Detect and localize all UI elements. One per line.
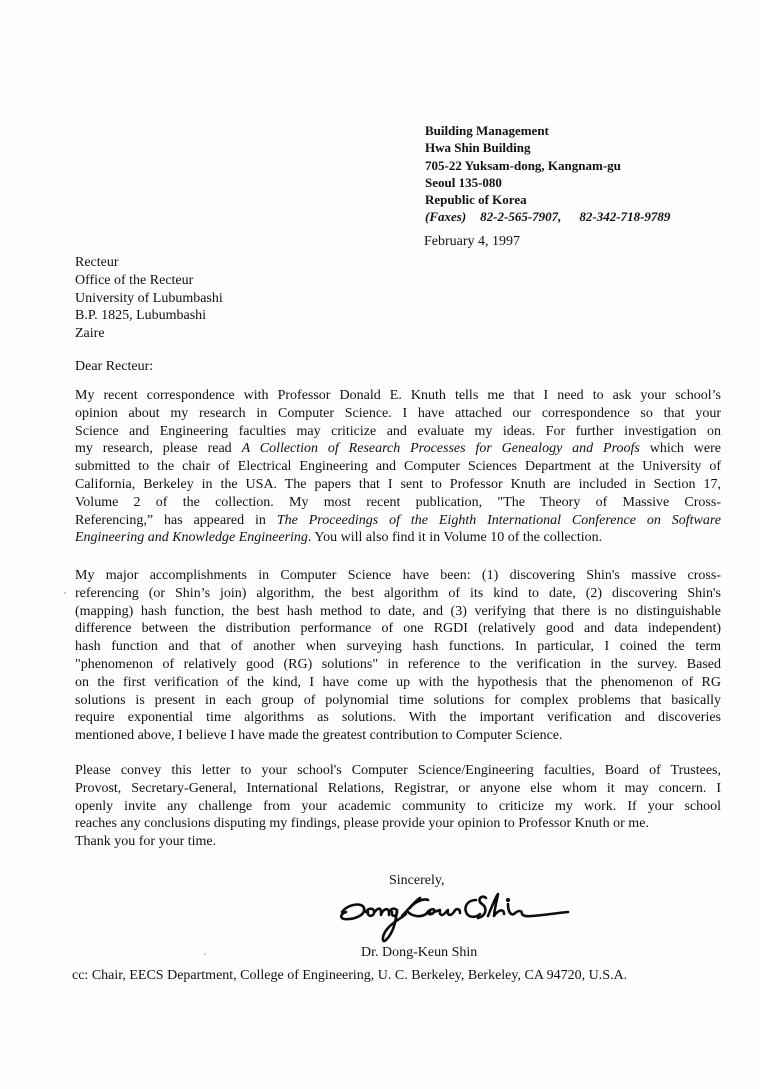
closing: Sincerely, [389, 873, 445, 888]
recipient-line: Zaire [75, 326, 105, 342]
handwritten-signature [336, 888, 571, 950]
paragraph-line: mentioned above, I believe I have made the greatest contribution to Computer Science. [75, 728, 563, 744]
paragraph-line: (mapping) hash function, the best hash method to date, and (3) verifying that there is no distinguishable [75, 603, 721, 619]
paragraph-line [75, 440, 721, 458]
paragraph-line: California, Berkeley in the USA. The papers that I sent to Professor Knuth are included in Section 17, [75, 476, 721, 492]
paragraph-line: openly invite any challenge from your academic community to criticize my work. If your school [75, 798, 721, 814]
paragraph-line: submitted to the chair of Electrical Engineering and Computer Sciences Department at the University of [75, 459, 721, 475]
letter-date: February 4, 1997 [424, 234, 521, 249]
paragraph-line: Provost, Secretary-General, International Relations, Registrar, or anyone else whom it may concern. I [75, 780, 721, 796]
fax-number: 82-342-718-9789 [579, 209, 671, 225]
paragraph-line: Please convey this letter to your school's Computer Science/Engineering faculties, Board of Trustees, [75, 763, 721, 778]
paragraph-line: Volume 2 of the collection. My most recent publication, "The Theory of Massive Cross- [75, 494, 721, 510]
salutation: Dear Recteur: [75, 359, 154, 374]
sender-line: Building Management [425, 123, 549, 138]
paragraph-line: referencing (or Shin’s join) algorithm, the best algorithm of its kind to date, (2) discovering Shin's [75, 585, 721, 601]
paragraph-line: "phenomenon of relatively good (RG) solutions" in reference to the verification in the survey. Based [75, 656, 721, 672]
body-paragraph-3 [75, 762, 721, 851]
recipient-line: Recteur [75, 255, 119, 270]
sender-line: Republic of Korea [425, 192, 527, 208]
paragraph-line: My recent correspondence with Professor Donald E. Knuth tells me that I need to ask your school’s [75, 388, 721, 403]
fax-number: 82-2-565-7907, [480, 209, 562, 225]
sender-line: 705-22 Yuksam-dong, Kangnam-gu [425, 157, 621, 173]
scan-speck [204, 953, 206, 955]
signer-name: Dr. Dong-Keun Shin [361, 945, 478, 960]
paragraph-line: difference between the distribution performance of one RGDI (relatively good and data independent) [75, 621, 721, 637]
recipient-line: B.P. 1825, Lubumbashi [75, 308, 207, 324]
paragraph-line: reaches any conclusions disputing my findings, please provide your opinion to Professor Knuth or me. [75, 816, 649, 832]
cc-line: cc: Chair, EECS Department, College of Engineering, U. C. Berkeley, Berkeley, CA 94720, U.S.A. [72, 968, 628, 983]
proceedings-title: Engineering and Knowledge Engineering [75, 530, 308, 546]
paragraph-line: My major accomplishments in Computer Science have been: (1) discovering Shin's massive cross- [75, 568, 721, 583]
sender-address-block [425, 122, 670, 226]
body-paragraph-2 [75, 567, 721, 745]
text-run: Referencing,” has appeared in [75, 512, 277, 528]
paragraph-line: require exponential time algorithms as solutions. With the important verification and discoveries [75, 710, 721, 726]
text-run: which were [639, 441, 721, 457]
fax-label: (Faxes) [425, 209, 467, 225]
recipient-address-block [75, 254, 223, 343]
paragraph-line: solutions is present in each group of polynomial time solutions for complex problems that basically [75, 692, 721, 708]
paragraph-line: hash function and that of another when surveying hash functions. In particular, I coined the term [75, 639, 721, 655]
paragraph-line: on the first verification of the kind, I have come up with the hypothesis that the phenomenon of RG [75, 674, 721, 690]
body-paragraph-1 [75, 387, 721, 547]
paragraph-line: Thank you for your time. [75, 834, 217, 850]
text-run: my research, please read [75, 441, 242, 457]
sender-line: Hwa Shin Building [425, 140, 531, 156]
text-run: . You will also find it in Volume 10 of the collection. [307, 530, 603, 546]
recipient-line: Office of the Recteur [75, 272, 194, 288]
scan-speck [64, 592, 66, 594]
paragraph-line [75, 529, 721, 547]
sender-fax-line [425, 208, 670, 225]
book-title: A Collection of Research Processes for Genealogy and Proofs [241, 441, 640, 457]
proceedings-title: The Proceedings of the Eighth International Conference on Software [276, 512, 721, 528]
sender-line: Seoul 135-080 [425, 174, 502, 190]
paragraph-line [75, 512, 721, 530]
paragraph-line: opinion about my research in Computer Science. I have attached our correspondence so that your [75, 405, 721, 421]
recipient-line: University of Lubumbashi [75, 290, 223, 306]
paragraph-line: Science and Engineering faculties may criticize and evaluate my ideas. For further investigation on [75, 423, 721, 439]
